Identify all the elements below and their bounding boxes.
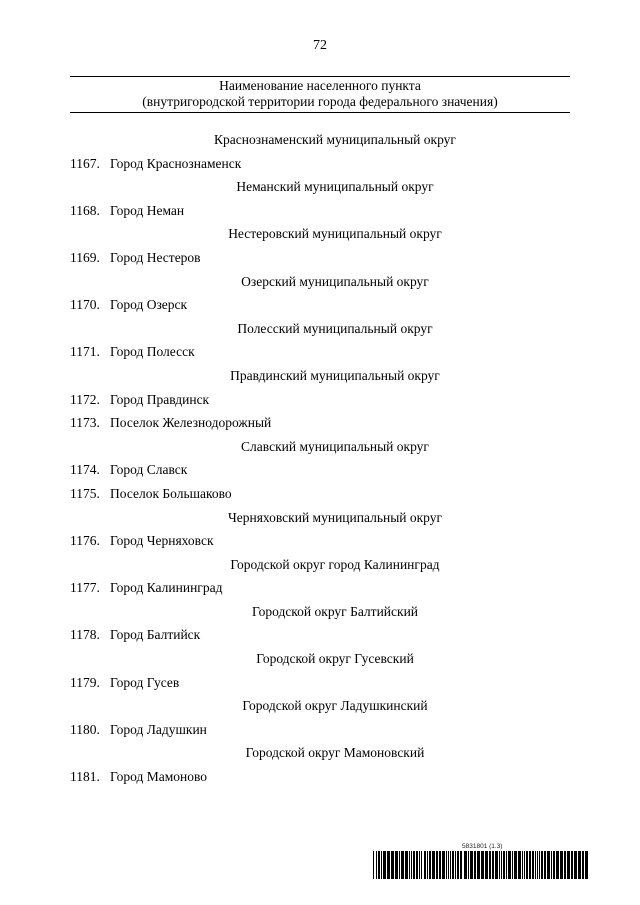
settlement-name: Город Черняховск — [110, 533, 214, 549]
settlement-entry — [70, 411, 570, 435]
district-heading: Озерский муниципальный округ — [241, 273, 429, 289]
settlement-name: Поселок Железнодорожный — [110, 415, 272, 431]
settlement-entry — [70, 458, 570, 482]
district-heading: Неманский муниципальный округ — [236, 179, 434, 195]
settlement-entry — [70, 529, 570, 553]
settlement-name: Город Правдинск — [110, 391, 210, 407]
settlement-name: Город Нестеров — [110, 249, 201, 265]
settlement-name: Город Полесск — [110, 344, 195, 360]
district-heading: Городской округ Ладушкинский — [242, 698, 428, 714]
settlement-entry — [70, 576, 570, 600]
entry-number: 1170. — [70, 297, 100, 313]
header-bottom-rule — [70, 112, 570, 113]
settlement-name: Город Ладушкин — [110, 721, 207, 737]
entry-number: 1172. — [70, 391, 100, 407]
district-heading: Городской округ Мамоновский — [245, 745, 425, 761]
settlement-name: Город Краснознаменск — [110, 155, 242, 171]
settlement-entry — [70, 293, 570, 317]
settlement-entry — [70, 718, 570, 742]
settlement-entry — [70, 482, 570, 506]
entry-number: 1169. — [70, 249, 100, 265]
entry-number: 1180. — [70, 721, 100, 737]
settlement-entry — [70, 765, 570, 789]
settlement-entry — [70, 388, 570, 412]
district-heading: Полесский муниципальный округ — [237, 320, 433, 336]
entry-number: 1174. — [70, 462, 100, 478]
settlement-entry — [70, 199, 570, 223]
entry-number: 1168. — [70, 202, 100, 218]
district-heading: Черняховский муниципальный округ — [227, 509, 443, 525]
entry-number: 1178. — [70, 627, 100, 643]
settlement-name: Город Мамоново — [110, 769, 208, 785]
entry-number: 1179. — [70, 674, 100, 690]
district-heading: Правдинский муниципальный округ — [230, 367, 440, 383]
entry-number: 1167. — [70, 155, 100, 171]
settlement-name: Город Калининград — [110, 580, 223, 596]
settlement-entry — [70, 340, 570, 364]
settlement-name: Поселок Большаково — [110, 485, 232, 501]
entry-number: 1176. — [70, 533, 100, 549]
district-heading: Городской округ Балтийский — [251, 603, 419, 619]
district-heading: Нестеровский муниципальный округ — [228, 226, 442, 242]
settlement-entry — [70, 671, 570, 695]
district-heading: Городской округ Гусевский — [256, 651, 414, 667]
settlement-name: Город Балтийск — [110, 627, 201, 643]
table-header — [70, 78, 570, 110]
settlement-entry — [70, 152, 570, 176]
settlement-entry — [70, 246, 570, 270]
settlement-list — [70, 128, 570, 789]
entry-number: 1177. — [70, 580, 100, 596]
header-line-1: Наименование населенного пункта — [219, 78, 421, 93]
header-line-2: (внутригородской территории города федерального значения) — [142, 94, 498, 109]
settlement-name: Город Славск — [110, 462, 188, 478]
settlement-entry — [70, 623, 570, 647]
entry-number: 1171. — [70, 344, 100, 360]
page-number: 72 — [313, 38, 327, 53]
entry-number: 1173. — [70, 415, 100, 431]
barcode-image — [373, 851, 590, 879]
entry-number: 1175. — [70, 485, 100, 501]
district-heading: Славский муниципальный округ — [241, 438, 429, 454]
header-top-rule — [70, 76, 570, 77]
settlement-name: Город Гусев — [110, 674, 180, 690]
district-heading: Городской округ город Калининград — [230, 556, 440, 572]
settlement-name: Город Озерск — [110, 297, 188, 313]
entry-number: 1181. — [70, 769, 100, 785]
settlement-name: Город Неман — [110, 202, 185, 218]
barcode-label: 5831801 (1.3) — [462, 843, 503, 850]
district-heading: Краснознаменский муниципальный округ — [214, 132, 456, 147]
